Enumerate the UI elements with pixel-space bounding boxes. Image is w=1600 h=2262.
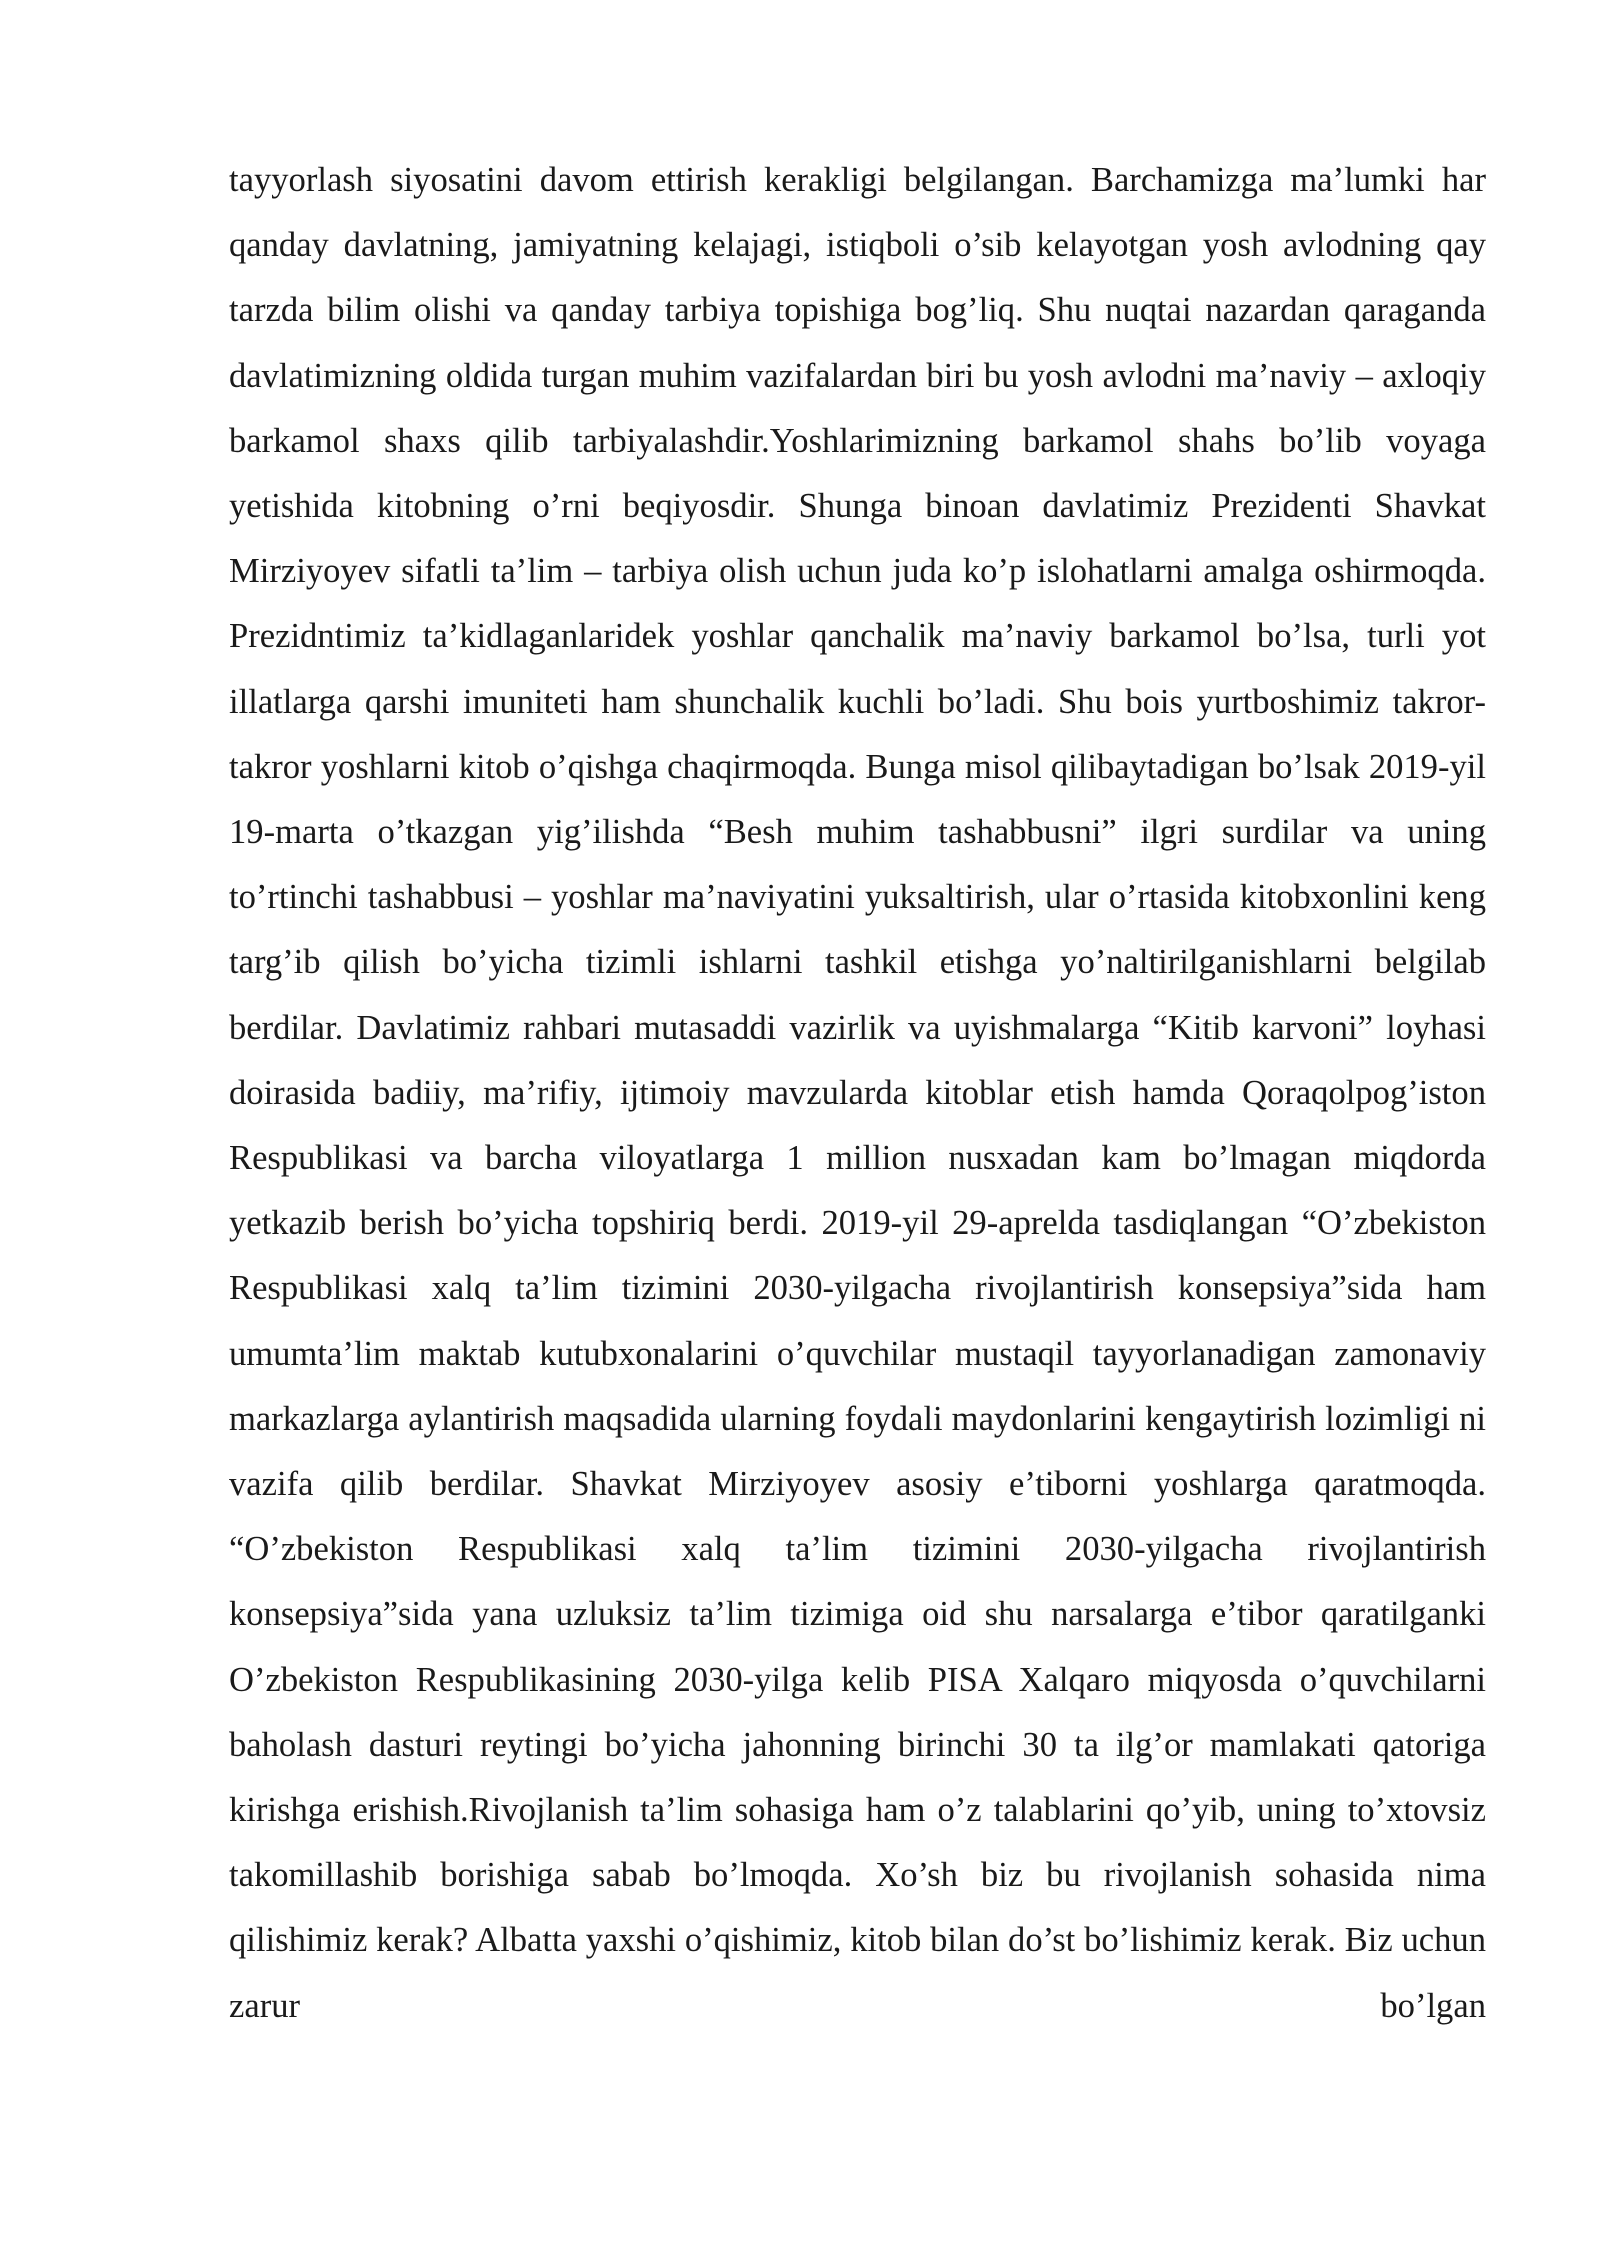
body-paragraph: tayyorlash siyosatini davom ettirish kerakligi belgilangan. Barchamizga ma’lumki har qanday davlatning, jamiyatning kelajagi, istiqboli o’sib kelayotgan yosh avlodning qay tarzda bilim olishi va qanday tarbiya topishiga bog’liq. Shu nuqtai nazardan qaraganda davlatimizning oldida turgan muhim vazifalardan biri bu yosh avlodni ma’naviy – axloqiy barkamol shaxs qilib tarbiyalashdir.Yoshlarimizning barkamol shahs bo’lib voyaga yetishida kitobning o’rni beqiyosdir. Shunga binoan davlatimiz Prezidenti Shavkat Mirziyoyev sifatli ta’lim – tarbiya olish uchun juda ko’p islohatlarni amalga oshirmoqda. Prezidntimiz ta’kidlaganlaridek yoshlar qanchalik ma’naviy barkamol bo’lsa, turli yot illatlarga qarshi imuniteti ham shunchalik kuchli bo’ladi. Shu bois yurtboshimiz takror-takror yoshlarni kitob o’qishga chaqirmoqda. Bunga misol qilibaytadigan bo’lsak 2019-yil 19-marta o’tkazgan yig’ilishda “Besh muhim tashabbusni” ilgri surdilar va uning to’rtinchi tashabbusi – yoshlar ma’naviyatini yuksaltirish, ular o’rtasida kitobxonlini keng targ’ib qilish bo’yicha tizimli ishlarni tashkil etishga yo’naltirilganishlarni belgilab berdilar. Davlatimiz rahbari mutasaddi vazirlik va uyishmalarga “Kitib karvoni” loyhasi doirasida badiiy, ma’rifiy, ijtimoiy mavzularda kitoblar etish hamda Qoraqolpog’iston Respublikasi va barcha viloyatlarga 1 million nusxadan kam bo’lmagan miqdorda yetkazib berish bo’yicha topshiriq berdi. 2019-yil 29-aprelda tasdiqlangan “O’zbekiston Respublikasi xalq ta’lim tizimini 2030-yilgacha rivojlantirish konsepsiya”sida ham umumta’lim maktab kutubxonalarini o’quvchilar mustaqil tayyorlanadigan zamonaviy markazlarga aylantirish maqsadida ularning foydali maydonlarini kengaytirish lozimligi ni vazifa qilib berdilar. Shavkat Mirziyoyev asosiy e’tiborni yoshlarga qaratmoqda. “O’zbekiston Respublikasi xalq ta’lim tizimini 2030-yilgacha rivojlantirish konsepsiya”sida yana uzluksiz ta’lim tizimiga oid shu narsalarga e’tibor qaratilganki O’zbekiston Respublikasining 2030-yilga kelib PISA Xalqaro miqyosda o’quvchilarni baholash dasturi reytingi bo’yicha jahonning birinchi 30 ta ilg’or mamlakati qatoriga kirishga erishish.Rivojlanish ta’lim sohasiga ham o’z talablarini qo’yib, uning to’xtovsiz takomillashib borishiga sabab bo’lmoqda. Xo’sh biz bu rivojlanish sohasida nima qilishimiz kerak? Albatta yaxshi o’qishimiz, kitob bilan do’st bo’lishimiz kerak. Biz uchun zarur bo’lgan (229, 161, 1486, 2025)
